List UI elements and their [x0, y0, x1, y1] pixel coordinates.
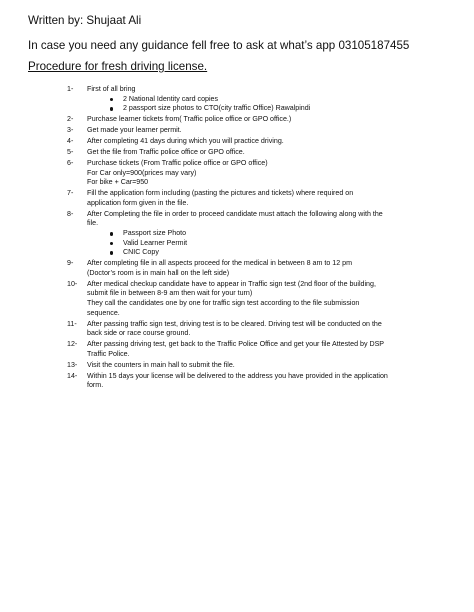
step-number: 9-: [67, 259, 74, 268]
bullet-icon: [110, 242, 113, 245]
procedure-steps-list: [67, 85, 463, 392]
bullet-text: 2 National Identity card copies: [123, 94, 219, 103]
step-item: [67, 137, 463, 147]
step-number: 14-: [67, 371, 78, 380]
step-item: [67, 189, 463, 208]
step-text: For bike + Car=950: [87, 178, 149, 187]
step-text: After completing file in all aspects proceed for the medical in between 8 am to 12 pm: [87, 259, 352, 268]
step-item: [67, 280, 463, 318]
step-item: [67, 340, 463, 359]
step-bullet-item: [110, 248, 463, 258]
step-text: Visit the counters in main hall to submit the file.: [87, 360, 235, 369]
bullet-icon: [110, 98, 113, 101]
step-item: [67, 361, 463, 371]
step-number: 6-: [67, 159, 74, 168]
step-number: 13-: [67, 360, 78, 369]
step-text: After medical checkup candidate have to appear in Traffic sign test (2nd floor of the building,: [87, 279, 376, 288]
step-number: 5-: [67, 148, 74, 157]
step-item: [67, 148, 463, 158]
bullet-icon: [110, 232, 113, 235]
bullet-icon: [110, 251, 113, 254]
step-text: After passing driving test, get back to the Traffic Police Office and get your file Attested by DSP: [87, 340, 385, 349]
step-item: [67, 85, 463, 114]
step-text: Get the file from Traffic police office or GPO office.: [87, 148, 245, 157]
step-item: [67, 126, 463, 136]
step-text: application form given in the file.: [87, 198, 189, 207]
step-text: (Doctor’s room is in main hall on the left side): [87, 268, 230, 277]
step-number: 1-: [67, 85, 74, 93]
step-item: [67, 115, 463, 125]
bullet-text: CNIC Copy: [123, 248, 159, 257]
step-text: After Completing the file in order to proceed candidate must attach the following along with the: [87, 209, 383, 218]
step-item: [67, 372, 463, 391]
step-text: back side or race course ground.: [87, 329, 191, 338]
bullet-text: Passport size Photo: [123, 229, 187, 238]
step-text: Get made your learner permit.: [87, 126, 182, 135]
step-text: sequence.: [87, 308, 120, 317]
step-text: Traffic Police.: [87, 349, 130, 358]
step-text: Purchase tickets (From Traffic police office or GPO office): [87, 159, 268, 168]
step-text: Fill the application form including (pasting the pictures and tickets) where required on: [87, 189, 354, 198]
step-bullet-item: [110, 229, 463, 239]
step-bullet-item: [110, 95, 463, 105]
step-text: submit file in between 8-9 am then wait for your turn): [87, 289, 253, 298]
step-bullet-item: [110, 239, 463, 249]
step-number: 2-: [67, 115, 74, 124]
step-number: 7-: [67, 189, 74, 198]
step-text: form.: [87, 381, 104, 390]
step-text: After passing traffic sign test, driving test is to be cleared. Driving test will be conducted on the: [87, 319, 382, 328]
step-item: [67, 320, 463, 339]
step-text: They call the candidates one by one for traffic sign test according to the file submission: [87, 298, 360, 307]
step-number: 12-: [67, 340, 78, 349]
step-text: First of all bring: [87, 85, 136, 93]
step-number: 4-: [67, 137, 74, 146]
step-bullet-item: [110, 104, 463, 114]
bullet-text: 2 passport size photos to CTO(city traffic Office) Rawalpindi: [123, 104, 311, 113]
bullet-icon: [110, 107, 113, 110]
author-line: Written by: Shujaat Ali: [28, 14, 142, 27]
step-item: [67, 210, 463, 258]
step-number: 11-: [67, 319, 77, 328]
step-text: For Car only=900(prices may vary): [87, 168, 197, 177]
step-text: After completing 41 days during which you will practice driving.: [87, 137, 284, 146]
step-number: 10-: [67, 279, 78, 288]
step-text: Within 15 days your license will be delivered to the address you have provided in the application: [87, 371, 388, 380]
procedure-title: Procedure for fresh driving license.: [28, 60, 208, 73]
bullet-text: Valid Learner Permit: [123, 238, 188, 247]
step-number: 8-: [67, 209, 74, 218]
step-item: [67, 159, 463, 188]
step-text: Purchase learner tickets from( Traffic police office or GPO office.): [87, 115, 292, 124]
contact-line: In case you need any guidance fell free to ask at what’s app 03105187455: [28, 39, 410, 52]
step-number: 3-: [67, 126, 74, 135]
step-text: file.: [87, 219, 99, 228]
step-item: [67, 259, 463, 278]
